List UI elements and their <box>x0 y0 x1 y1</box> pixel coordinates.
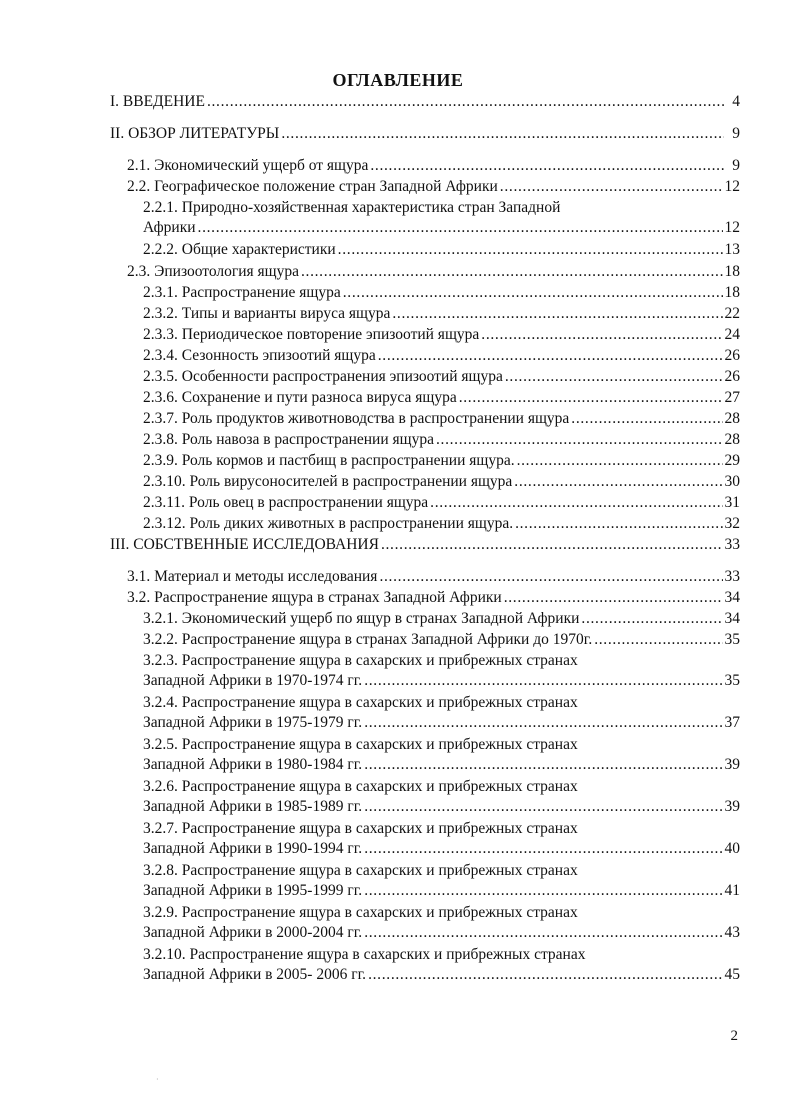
toc-entry-page: 9 <box>732 157 740 174</box>
toc-entry-first-line: 3.2.6. Распространение ящура в сахарских и прибрежных странах <box>143 778 578 795</box>
toc-entry-page: 33 <box>724 568 740 585</box>
toc-entry-text: 2.3.7. Роль продуктов животноводства в распространении ящура <box>143 410 570 427</box>
toc-entry-first-line: 2.2.1. Природно-хозяйственная характеристика стран Западной <box>143 199 561 216</box>
toc-entry-text: Западной Африки в 1980-1984 гг. <box>143 756 363 773</box>
toc-entry[interactable] <box>143 903 740 943</box>
toc-entry[interactable] <box>143 346 740 366</box>
toc-entry[interactable] <box>110 124 740 144</box>
toc-entry[interactable] <box>110 535 740 555</box>
toc-entry-text: II. ОБЗОР ЛИТЕРАТУРЫ <box>110 125 280 142</box>
toc-entry[interactable] <box>143 514 740 534</box>
toc-entry-page: 13 <box>724 241 740 258</box>
toc-entry[interactable] <box>143 198 740 238</box>
toc-entry-page: 24 <box>724 326 740 343</box>
toc-entry-page: 26 <box>724 347 740 364</box>
toc-entry[interactable] <box>143 325 740 345</box>
toc-entry-page: 12 <box>724 219 740 236</box>
toc-entry-text: 2.3. Эпизоотология ящура <box>127 263 299 280</box>
toc-entry-text: I. ВВЕДЕНИЕ <box>110 93 205 110</box>
toc-entry-text: 2.3.8. Роль навоза в распространении ящура <box>143 431 434 448</box>
toc-entry-text: 2.3.5. Особенности распространения эпизоотий ящура <box>143 368 503 385</box>
toc-entry-text: 2.2. Географическое положение стран Западной Африки <box>127 178 498 195</box>
toc-entry-page: 12 <box>724 178 740 195</box>
toc-entry-text: 3.2.1. Экономический ущерб по ящур в странах Западной Африки <box>143 610 580 627</box>
toc-entry[interactable] <box>143 861 740 901</box>
toc-entry-text: 3.2.2. Распространение ящура в странах Западной Африки до 1970г. <box>143 631 593 648</box>
toc-entry[interactable] <box>143 609 740 629</box>
toc-entry-text: 3.1. Материал и методы исследования <box>127 568 378 585</box>
toc-entry[interactable] <box>143 945 740 985</box>
toc-entry-text: 3.2. Распространение ящура в странах Западной Африки <box>127 589 502 606</box>
toc-entry-page: 18 <box>724 263 740 280</box>
toc-entry-first-line: 3.2.5. Распространение ящура в сахарских и прибрежных странах <box>143 736 578 753</box>
toc-entry-page: 32 <box>724 515 740 532</box>
toc-entry-page: 39 <box>724 798 740 815</box>
toc-entry-page: 18 <box>724 284 740 301</box>
toc-entry-text: Западной Африки в 1970-1974 гг. <box>143 672 363 689</box>
toc-entry-page: 34 <box>724 589 740 606</box>
toc-entry-page: 30 <box>724 473 740 490</box>
toc-entry-text: 2.3.4. Сезонность эпизоотий ящура <box>143 347 376 364</box>
page-number: 2 <box>730 1028 738 1044</box>
toc-entry-page: 31 <box>724 494 740 511</box>
toc-entry-text: 2.3.12. Роль диких животных в распространении ящура. <box>143 515 514 532</box>
toc-entry-page: 33 <box>724 536 740 553</box>
toc-entry-text: 2.3.3. Периодическое повторение эпизоотий ящура <box>143 326 480 343</box>
toc-entry[interactable] <box>127 177 740 197</box>
toc-entry-text: 2.3.1. Распространение ящура <box>143 284 341 301</box>
toc-entry-text: 2.3.9. Роль кормов и пастбищ в распространении ящура. <box>143 452 515 469</box>
toc-entry-text: Западной Африки в 1995-1999 гг. <box>143 882 363 899</box>
toc-entry-page: 40 <box>724 840 740 857</box>
toc-entry-page: 9 <box>732 125 740 142</box>
toc-entry-first-line: 3.2.7. Распространение ящура в сахарских и прибрежных странах <box>143 820 578 837</box>
toc-entry-page: 26 <box>724 368 740 385</box>
toc-entry-page: 41 <box>724 882 740 899</box>
toc-entry-first-line: 3.2.10. Распространение ящура в сахарских и прибрежных странах <box>143 946 586 963</box>
toc-entry-text: 2.3.10. Роль вирусоносителей в распространении ящура <box>143 473 513 490</box>
toc-entry-text: 2.3.6. Сохранение и пути разноса вируса ящура <box>143 389 457 406</box>
toc-entry[interactable] <box>143 367 740 387</box>
toc-entry[interactable] <box>127 262 740 282</box>
toc-entry[interactable] <box>143 493 740 513</box>
toc-entry[interactable] <box>143 735 740 775</box>
toc-entry[interactable] <box>143 630 740 650</box>
toc-entry-page: 43 <box>724 924 740 941</box>
toc-entry-page: 35 <box>724 631 740 648</box>
toc-entry[interactable] <box>127 156 740 176</box>
toc-entry-page: 27 <box>724 389 740 406</box>
toc-entry-text: III. СОБСТВЕННЫЕ ИССЛЕДОВАНИЯ <box>110 536 379 553</box>
toc-entry-text: 2.2.2. Общие характеристики <box>143 241 336 258</box>
toc-entry-text: Африки <box>143 219 196 236</box>
toc-entry-text: 2.3.2. Типы и варианты вируса ящура <box>143 305 391 322</box>
toc-entry-page: 35 <box>724 672 740 689</box>
toc-entry-page: 28 <box>724 431 740 448</box>
toc-entry[interactable] <box>143 283 740 303</box>
toc-entry[interactable] <box>143 240 740 260</box>
toc-entry-text: Западной Африки в 2000-2004 гг. <box>143 924 363 941</box>
toc-entry-first-line: 3.2.3. Распространение ящура в сахарских и прибрежных странах <box>143 652 578 669</box>
toc-entry-page: 39 <box>724 756 740 773</box>
toc-entry-first-line: 3.2.4. Распространение ящура в сахарских и прибрежных странах <box>143 694 578 711</box>
toc-entry-page: 29 <box>724 452 740 469</box>
page-title: ОГЛАВЛЕНИЕ <box>332 70 464 90</box>
toc-entry-text: 2.3.11. Роль овец в распространении ящура <box>143 494 429 511</box>
toc-entry-text: Западной Африки в 1985-1989 гг. <box>143 798 363 815</box>
toc-entry-page: 4 <box>732 93 740 110</box>
toc-entry-first-line: 3.2.9. Распространение ящура в сахарских и прибрежных странах <box>143 904 578 921</box>
toc-entry-first-line: 3.2.8. Распространение ящура в сахарских и прибрежных странах <box>143 862 578 879</box>
toc-entry-page: 45 <box>724 966 740 983</box>
toc-entry-page: 34 <box>724 610 740 627</box>
toc-entry[interactable] <box>143 777 740 817</box>
toc-entry[interactable] <box>143 472 740 492</box>
toc-entry-text: Западной Африки в 2005- 2006 гг. <box>143 966 367 983</box>
toc-entry[interactable] <box>143 651 740 691</box>
toc-entry[interactable] <box>127 588 740 608</box>
toc-entry[interactable] <box>143 451 740 471</box>
toc-entry[interactable] <box>143 409 740 429</box>
toc-entry-text: Западной Африки в 1975-1979 гг. <box>143 714 363 731</box>
toc-entry[interactable] <box>143 693 740 733</box>
toc-entry-page: 22 <box>724 305 740 322</box>
toc-entry-page: 37 <box>724 714 740 731</box>
toc-entry-text: Западной Африки в 1990-1994 гг. <box>143 840 363 857</box>
toc-entry[interactable] <box>110 92 740 112</box>
toc-entry-page: 28 <box>724 410 740 427</box>
toc-entry[interactable] <box>143 819 740 859</box>
toc-entry[interactable] <box>143 388 740 408</box>
toc-entry[interactable] <box>143 430 740 450</box>
stray-mark: · <box>156 1075 159 1084</box>
toc-entry[interactable] <box>143 304 740 324</box>
toc-entry-text: 2.1. Экономический ущерб от ящура <box>127 157 369 174</box>
toc-entry[interactable] <box>127 567 740 587</box>
